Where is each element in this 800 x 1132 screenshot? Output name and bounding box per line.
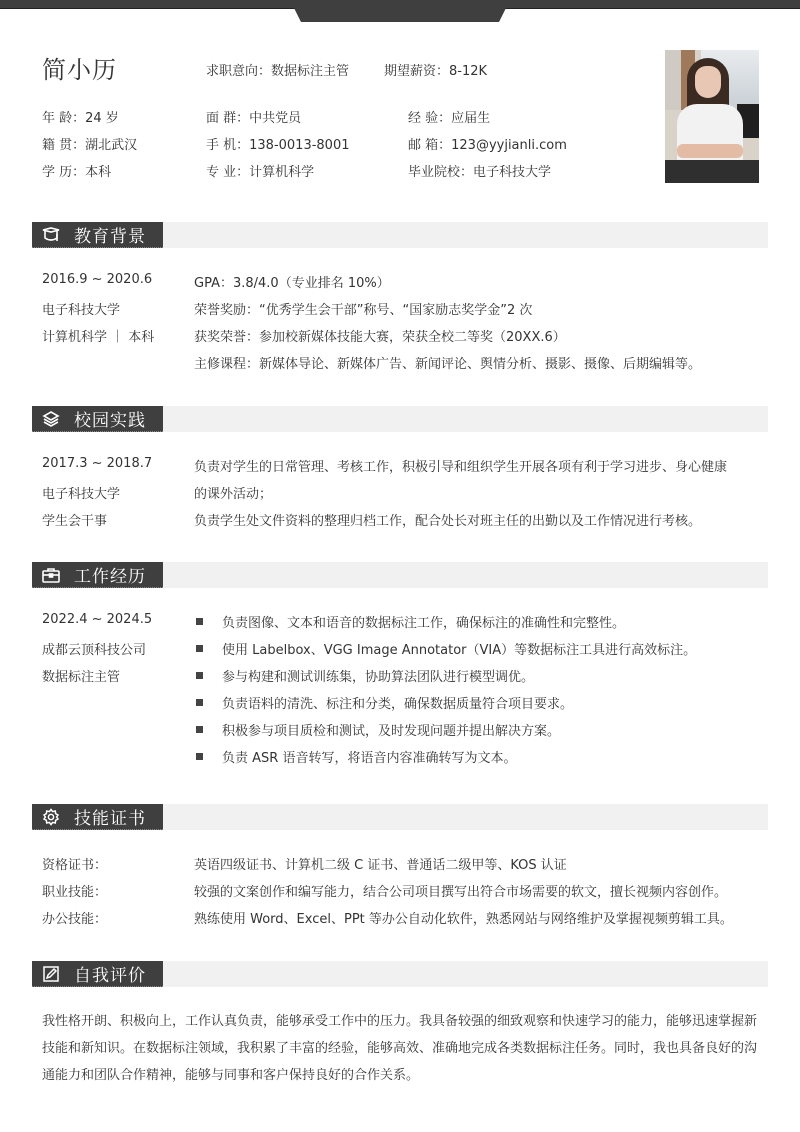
section-title-work: 工作经历 bbox=[74, 567, 146, 587]
edu-major: 计算机科学 ｜ 本科 bbox=[42, 330, 155, 345]
skill-value-cert: 英语四级证书、计算机二级 C 证书、普通话二级甲等、KOS 认证 bbox=[194, 858, 567, 873]
info-hometown: 籍 贯：湖北武汉 bbox=[42, 138, 138, 153]
edu-honors: 荣誉奖励：“优秀学生会干部”称号、“国家励志奖学金”2 次 bbox=[194, 303, 533, 318]
edu-school: 电子科技大学 bbox=[42, 303, 121, 318]
job-intent: 求职意向：数据标注主管 bbox=[206, 64, 350, 79]
bullet-icon bbox=[196, 672, 203, 679]
work-title: 数据标注主管 bbox=[42, 670, 121, 685]
bullet-icon bbox=[196, 645, 203, 652]
skill-label-professional: 职业技能： bbox=[42, 885, 108, 900]
edu-awards: 获奖荣誉：参加校新媒体技能大赛，荣获全校二等奖（20XX.6） bbox=[194, 330, 566, 345]
section-header-work bbox=[32, 562, 768, 588]
work-company: 成都云顶科技公司 bbox=[42, 643, 147, 658]
work-bullet-2: 使用 Labelbox、VGG Image Annotator（VIA）等数据标注工具进行高效标注。 bbox=[222, 643, 697, 658]
campus-role: 学生会干事 bbox=[42, 514, 108, 529]
info-political: 面 群：中共党员 bbox=[206, 111, 302, 126]
section-title-self-eval: 自我评价 bbox=[74, 966, 146, 986]
expected-salary: 期望薪资：8-12K bbox=[384, 64, 488, 79]
info-phone: 手 机：138-0013-8001 bbox=[206, 138, 350, 153]
work-bullet-6: 负责 ASR 语音转写，将语音内容准确转写为文本。 bbox=[222, 751, 517, 766]
briefcase-icon bbox=[40, 566, 62, 584]
section-header-skills bbox=[32, 804, 768, 830]
top-bar-tab bbox=[290, 0, 510, 22]
info-age: 年 龄：24 岁 bbox=[42, 111, 119, 126]
resume-name: 简小历 bbox=[42, 56, 117, 84]
skill-value-professional: 较强的文案创作和编写能力，结合公司项目撰写出符合市场需要的软文，擅长视频内容创作。 bbox=[194, 885, 728, 900]
graduation-cap-icon bbox=[40, 226, 62, 244]
layers-icon bbox=[40, 410, 62, 428]
work-period: 2022.4 ~ 2024.5 bbox=[42, 612, 153, 627]
bullet-icon bbox=[196, 618, 203, 625]
edu-courses: 主修课程：新媒体导论、新媒体广告、新闻评论、舆情分析、摄影、摄像、后期编辑等。 bbox=[194, 357, 702, 372]
pencil-square-icon bbox=[40, 965, 62, 983]
edu-period: 2016.9 ~ 2020.6 bbox=[42, 272, 153, 287]
section-title-skills: 技能证书 bbox=[74, 809, 146, 829]
edu-gpa: GPA：3.8/4.0（专业排名 10%） bbox=[194, 276, 390, 291]
campus-school: 电子科技大学 bbox=[42, 487, 121, 502]
profile-photo bbox=[665, 50, 759, 183]
skill-label-cert: 资格证书： bbox=[42, 858, 108, 873]
bullet-icon bbox=[196, 726, 203, 733]
bullet-icon bbox=[196, 699, 203, 706]
info-major: 专 业：计算机科学 bbox=[206, 165, 315, 180]
work-bullet-3: 参与构建和测试训练集，协助算法团队进行模型调优。 bbox=[222, 670, 535, 685]
work-bullet-5: 积极参与项目质检和测试，及时发现问题并提出解决方案。 bbox=[222, 724, 561, 739]
campus-desc-line-3: 负责学生处文件资料的整理归档工作，配合处长对班主任的出勤以及工作情况进行考核。 bbox=[194, 514, 702, 529]
campus-period: 2017.3 ~ 2018.7 bbox=[42, 456, 153, 471]
work-bullet-1: 负责图像、文本和语音的数据标注工作，确保标注的准确性和完整性。 bbox=[222, 616, 626, 631]
section-header-education bbox=[32, 222, 768, 248]
info-education: 学 历：本科 bbox=[42, 165, 112, 180]
gear-icon bbox=[40, 808, 62, 826]
campus-desc-line-2: 的课外活动； bbox=[194, 487, 273, 502]
bullet-icon bbox=[196, 753, 203, 760]
section-title-education: 教育背景 bbox=[74, 227, 146, 247]
info-school: 毕业院校：电子科技大学 bbox=[408, 165, 552, 180]
section-header-campus bbox=[32, 406, 768, 432]
campus-desc-line-1: 负责对学生的日常管理、考核工作，积极引导和组织学生开展各项有利于学习进步、身心健康 bbox=[194, 460, 728, 475]
info-email: 邮 箱：123@yyjianli.com bbox=[408, 138, 567, 153]
skill-label-office: 办公技能： bbox=[42, 912, 108, 927]
work-bullet-4: 负责语料的清洗、标注和分类，确保数据质量符合项目要求。 bbox=[222, 697, 574, 712]
section-header-self-eval bbox=[32, 961, 768, 987]
skill-value-office: 熟练使用 Word、Excel、PPt 等办公自动化软件，熟悉网站与网络维护及掌握视频剪辑工具。 bbox=[194, 912, 733, 927]
info-experience: 经 验：应届生 bbox=[408, 111, 491, 126]
self-eval-text: 我性格开朗、积极向上，工作认真负责，能够承受工作中的压力。我具备较强的细致观察和快速学习的能力，能够迅速掌握新技能和新知识。在数据标注领域，我积累了丰富的经验，能够高效、准确地完成各类数据标注任务。同时，我也具备良好的沟通能力和团队合作精神，能够与同事和客户保持良好的合作关系。 bbox=[42, 1014, 758, 1083]
section-title-campus: 校园实践 bbox=[74, 411, 146, 431]
